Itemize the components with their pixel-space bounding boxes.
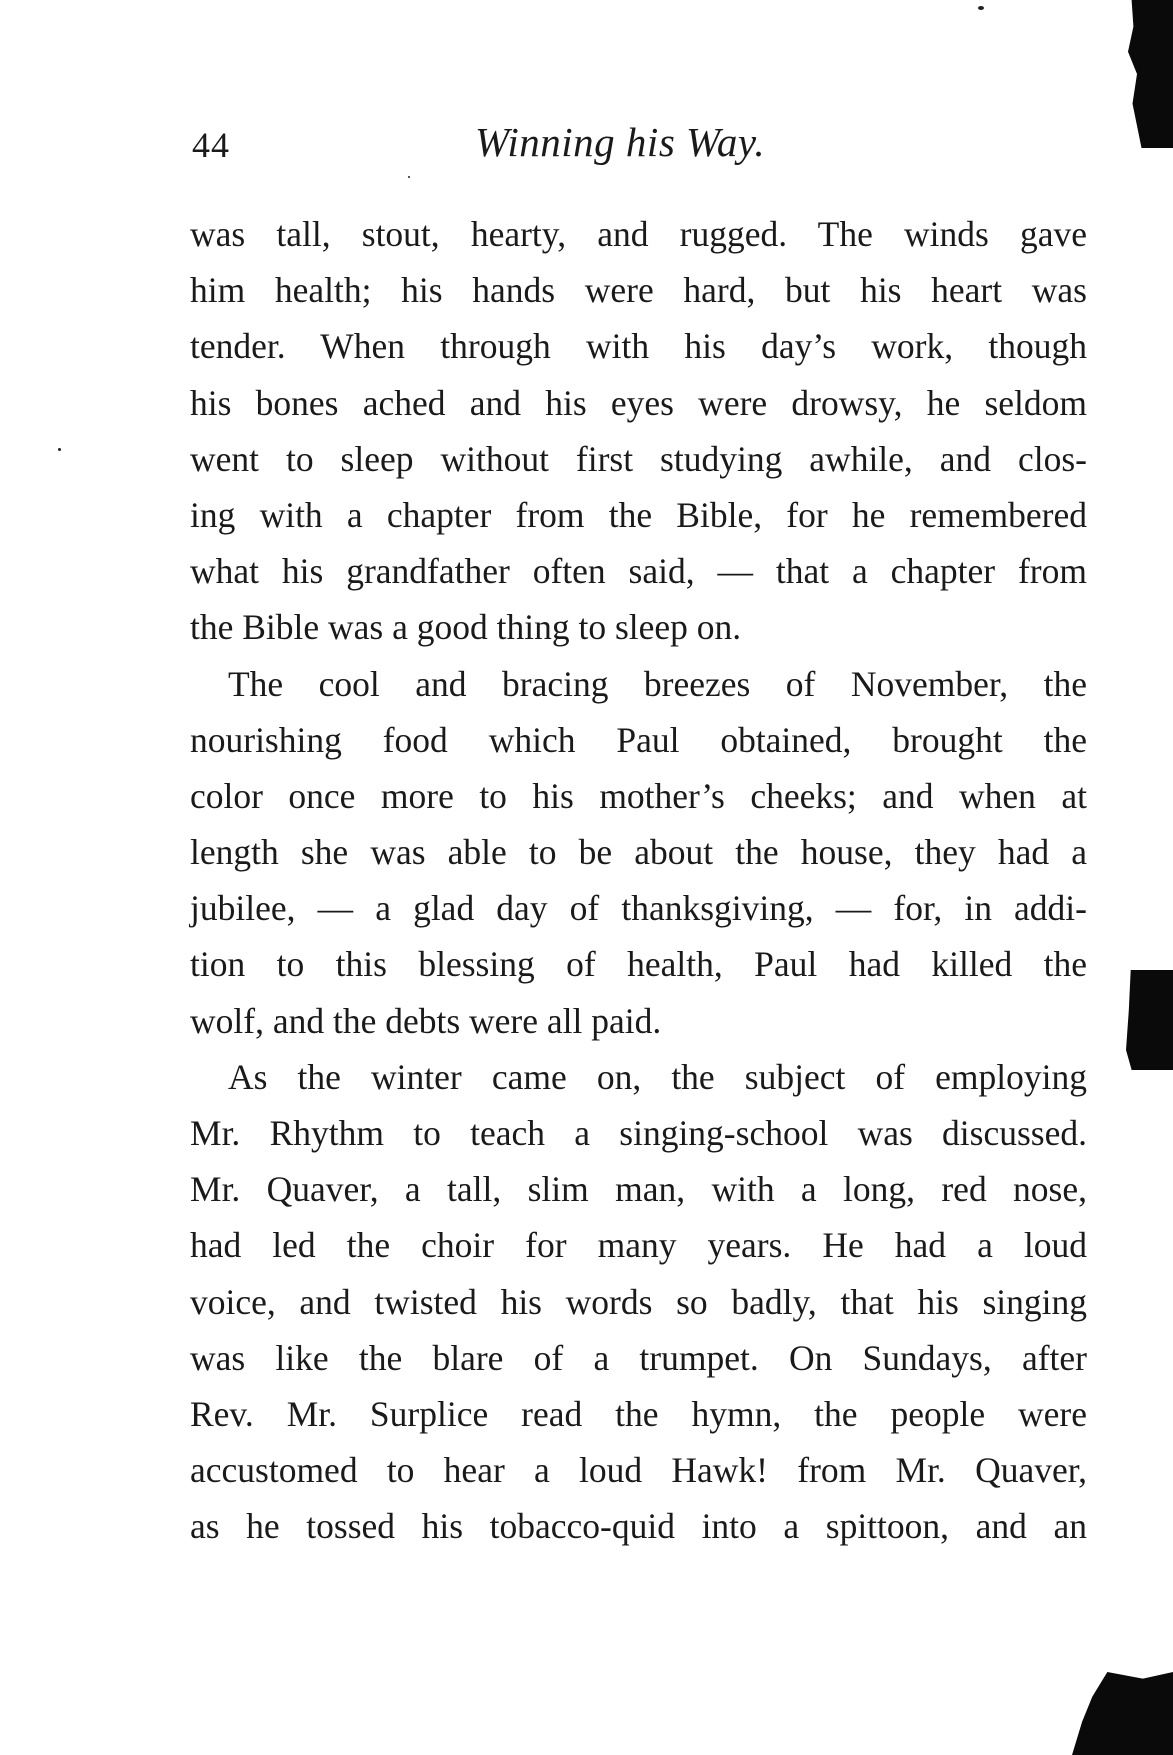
scan-artifact-bottom bbox=[1072, 1672, 1173, 1755]
text-line: the Bible was a good thing to sleep on. bbox=[190, 607, 742, 648]
text-line: was tall, stout, hearty, and rugged. The winds gave bbox=[190, 214, 1087, 254]
text-line: jubilee, — a glad day of thanksgiving, — for, in addi- bbox=[190, 888, 1087, 929]
text-line: accustomed to hear a loud Hawk! from Mr. Quaver, bbox=[190, 1450, 1087, 1491]
page-number: 44 bbox=[192, 125, 230, 165]
text-line: Rev. Mr. Surplice read the hymn, the people were bbox=[190, 1393, 1087, 1434]
scan-artifact-top bbox=[1128, 0, 1173, 148]
text-line: The cool and bracing breezes of November, the bbox=[228, 663, 1087, 704]
text-line: ing with a chapter from the Bible, for he remembered bbox=[190, 494, 1087, 535]
text-line: tion to this blessing of health, Paul had killed the bbox=[190, 944, 1087, 985]
text-line: nourishing food which Paul obtained, brought the bbox=[190, 719, 1087, 760]
text-line: what his grandfather often said, — that a chapter from bbox=[190, 551, 1087, 592]
text-line: Mr. Quaver, a tall, slim man, with a long, red nose, bbox=[190, 1169, 1087, 1210]
text-line: his bones ached and his eyes were drowsy, he seldom bbox=[190, 382, 1087, 423]
text-line: Mr. Rhythm to teach a singing-school was discussed. bbox=[190, 1113, 1087, 1153]
scan-speck bbox=[58, 448, 61, 451]
text-line: tender. When through with his day’s work, though bbox=[190, 326, 1087, 367]
page-header bbox=[190, 118, 1090, 178]
text-line: color once more to his mother’s cheeks; and when at bbox=[190, 775, 1087, 816]
text-line: length she was able to be about the house, they had a bbox=[190, 832, 1087, 873]
text-line: had led the choir for many years. He had a loud bbox=[190, 1225, 1087, 1266]
text-line: voice, and twisted his words so badly, that his singing bbox=[190, 1281, 1087, 1322]
text-line: wolf, and the debts were all paid. bbox=[190, 1000, 662, 1041]
running-head: Winning his Way. bbox=[475, 119, 766, 165]
scan-artifact-middle bbox=[1126, 970, 1173, 1070]
text-line: him health; his hands were hard, but his heart was bbox=[190, 270, 1087, 311]
text-line: as he tossed his tobacco-quid into a spittoon, and an bbox=[190, 1506, 1087, 1547]
scan-speck bbox=[978, 6, 984, 10]
text-line: As the winter came on, the subject of employing bbox=[228, 1056, 1087, 1097]
text-line: went to sleep without first studying awhile, and clos- bbox=[190, 438, 1087, 479]
text-line: was like the blare of a trumpet. On Sundays, after bbox=[190, 1337, 1087, 1378]
body-text bbox=[190, 206, 1087, 1555]
